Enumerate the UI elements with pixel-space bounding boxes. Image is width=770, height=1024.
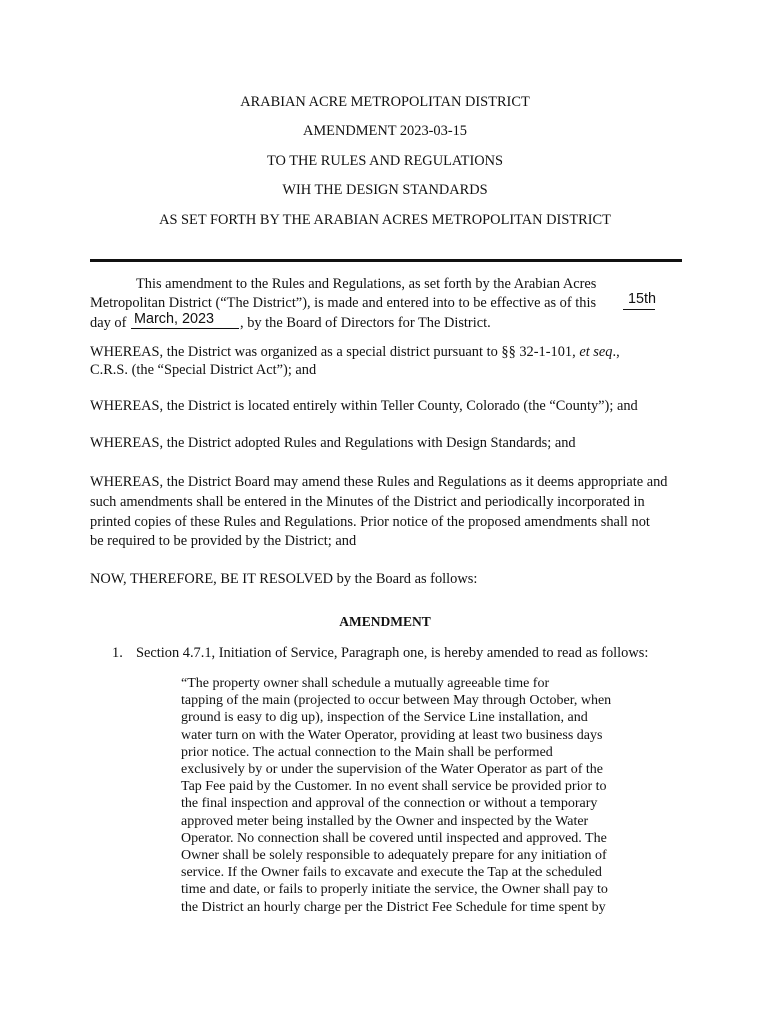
whereas-1-line-2: C.R.S. (the “Special District Act”); and: [90, 362, 317, 378]
quote-line: tapping of the main (projected to occur between May through October, when: [181, 693, 612, 709]
whereas-3: WHEREAS, the District adopted Rules and Regulations with Design Standards; and: [90, 435, 576, 451]
item-1-number: 1.: [112, 645, 123, 661]
whereas-1-text: WHEREAS, the District was organized as a special district pursuant to §§ 32-1-101,: [90, 344, 576, 360]
month-field[interactable]: March, 2023: [134, 311, 214, 327]
amended-text-quote: [181, 675, 651, 916]
quote-line: “The property owner shall schedule a mutually agreeable time for: [181, 676, 550, 691]
whereas-1-italic: et seq: [579, 344, 613, 360]
quote-line: the final inspection and approval of the connection or without a temporary: [181, 796, 598, 812]
resolved-line: NOW, THEREFORE, BE IT RESOLVED by the Board as follows:: [90, 571, 478, 587]
header-line-4: WIH THE DESIGN STANDARDS: [282, 182, 488, 198]
header-line-5: AS SET FORTH BY THE ARABIAN ACRES METROPOLITAN DISTRICT: [159, 212, 611, 228]
month-field-underline: [131, 328, 239, 329]
quote-line: water turn on with the Water Operator, providing at least two business days: [181, 727, 603, 743]
quote-line: exclusively by or under the supervision of the Water Operator as part of the: [181, 762, 603, 778]
intro-line-3: [90, 315, 126, 332]
quote-line: the District an hourly charge per the District Fee Schedule for time spent by: [181, 899, 606, 915]
day-field-underline: [623, 309, 655, 310]
intro-line-1: This amendment to the Rules and Regulations, as set forth by the Arabian Acres: [136, 276, 597, 292]
whereas-4-line-4: be required to be provided by the District; and: [90, 533, 357, 549]
day-field[interactable]: 15th: [628, 291, 657, 307]
quote-line: ground is easy to dig up), inspection of the Service Line installation, and: [181, 710, 588, 726]
whereas-1: [90, 344, 620, 361]
whereas-4-line-3: printed copies of these Rules and Regulations. Prior notice of the proposed amendments shall not: [90, 514, 650, 530]
quote-line: Tap Fee paid by the Customer. In no event shall service be provided prior to: [181, 779, 607, 795]
header-divider: [90, 259, 682, 262]
item-1-text: Section 4.7.1, Initiation of Service, Paragraph one, is hereby amended to read as follows:: [136, 645, 649, 661]
quote-line: time and date, or fails to properly initiate the service, the Owner shall pay to: [181, 882, 608, 898]
whereas-4-line-2: such amendments shall be entered in the Minutes of the District and periodically incorporated in: [90, 494, 645, 510]
intro-line-3-suffix: , by the Board of Directors for The District.: [240, 315, 491, 331]
doc-title: ARABIAN ACRE METROPOLITAN DISTRICT: [240, 94, 530, 110]
whereas-1-end: .,: [612, 344, 620, 360]
quote-line: prior notice. The actual connection to the Main shall be performed: [181, 744, 553, 760]
header-line-3: TO THE RULES AND REGULATIONS: [266, 153, 504, 169]
day-of-label: day of: [90, 315, 127, 331]
whereas-4-line-1: WHEREAS, the District Board may amend these Rules and Regulations as it deems appropriate and: [90, 474, 668, 490]
quote-line: Owner shall be solely responsible to adequately prepare for any initiation of: [181, 848, 607, 864]
whereas-2: WHEREAS, the District is located entirely within Teller County, Colorado (the “County”); and: [90, 398, 638, 414]
quote-line: approved meter being installed by the Owner and inspected by the Water: [181, 813, 589, 829]
intro-line-2: Metropolitan District (“The District”), is made and entered into to be effective as of this: [90, 295, 597, 311]
quote-line: Operator. No connection shall be covered until inspected and approved. The: [181, 830, 607, 846]
amendment-number: AMENDMENT 2023-03-15: [302, 123, 468, 139]
amendment-heading: AMENDMENT: [339, 614, 431, 629]
quote-line: service. If the Owner fails to excavate and execute the Tap at the scheduled: [181, 865, 602, 881]
